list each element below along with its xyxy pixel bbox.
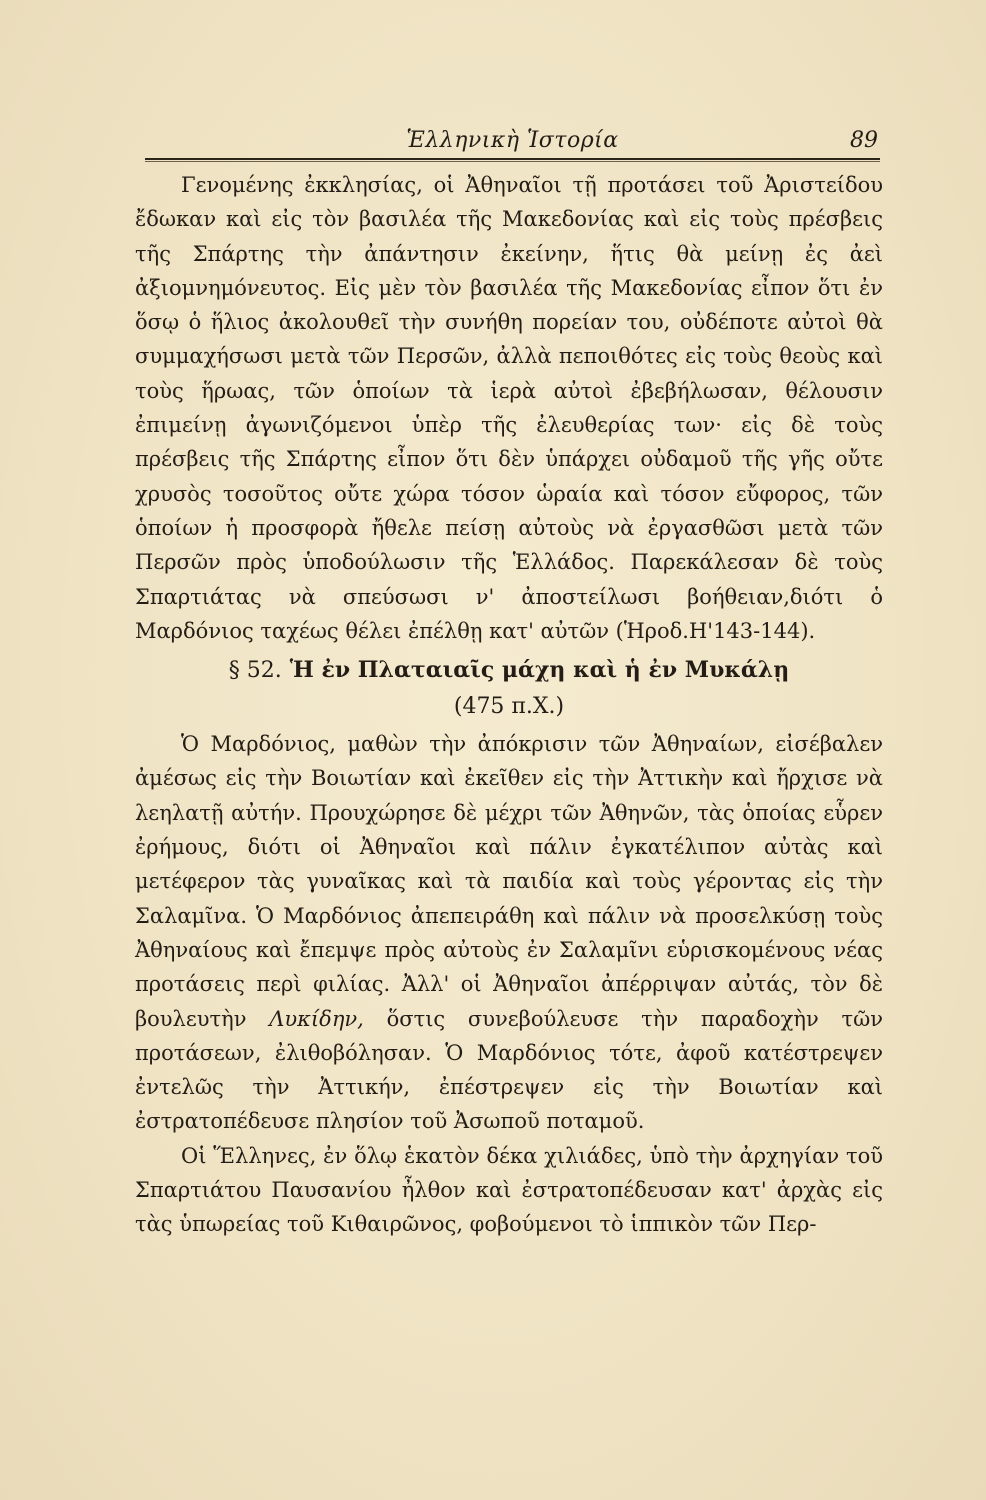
section-number: § 52. <box>228 658 282 684</box>
page-body <box>135 168 883 1242</box>
running-title: Ἑλληνικὴ Ἱστορία <box>406 128 619 153</box>
paragraph-2-part-b: ὅστις συνεβούλευσε τὴν παραδοχὴν τῶν προτάσεων, ἐλιθοβόλησαν. Ὁ Μαρδόνιος τότε, ἀφοῦ κατέστρεψεν ἐντελῶς τὴν Ἀττικήν, ἐπέστρεψεν εἰς τὴν Βοιωτίαν καὶ ἐστρατοπέδευσε πλησίον τοῦ Ἀσωποῦ ποταμοῦ. <box>135 1006 883 1134</box>
page-number: 89 <box>850 128 878 153</box>
paragraph-3: Οἱ Ἕλληνες, ἐν ὅλῳ ἑκατὸν δέκα χιλιάδες, ὑπὸ τὴν ἀρχηγίαν τοῦ Σπαρτιάτου Παυσανίου ἦλθον καὶ ἐστρατοπέδευσαν κατ' ἀρχὰς εἰς τὰς ὑπωρείας τοῦ Κιθαιρῶνος, φοβούμενοι τὸ ἱππικὸν τῶν Περ- <box>135 1143 883 1237</box>
paragraph-1: Γενομένης ἐκκλησίας, οἱ Ἀθηναῖοι τῇ προτάσει τοῦ Ἀριστείδου ἔδωκαν καὶ εἰς τὸν βασιλέα τῆς Μακεδονίας καὶ εἰς τοὺς πρέσβεις τῆς Σπάρτης τὴν ἀπάντησιν ἐκείνην, ἥτις θὰ μείνῃ ἐς ἀεὶ ἀξιομνημόνευτος. Εἰς μὲν τὸν βασιλέα τῆς Μακεδονίας εἶπον ὅτι ἐν ὅσῳ ὁ ἥλιος ἀκολουθεῖ τὴν συνήθη πορείαν του, οὐδέποτε αὐτοὶ θὰ συμμαχήσωσι μετὰ τῶν Περσῶν, ἀλλὰ πεποιθότες εἰς τοὺς θεοὺς καὶ τοὺς ἥρωας, τῶν ὁποίων τὰ ἱερὰ αὐτοὶ ἐβεβήλωσαν, θέλουσιν ἐπιμείνῃ ἀγωνιζόμενοι ὑπὲρ τῆς ἐλευθερίας των· εἰς δὲ τοὺς πρέσβεις τῆς Σπάρτης εἶπον ὅτι δὲν ὑπάρχει οὐδαμοῦ τῆς γῆς οὔτε χρυσὸς τοσοῦτος οὔτε χώρα τόσον ὡραία καὶ τόσον εὔφορος, τῶν ὁποίων ἡ προσφορὰ ἤθελε πείσῃ αὐτοὺς νὰ ἐργασθῶσι μετὰ τῶν Περσῶν πρὸς ὑποδούλωσιν τῆς Ἑλλάδος. Παρεκάλεσαν δὲ τοὺς Σπαρτιάτας νὰ σπεύσωσι ν' ἀποστείλωσι βοήθειαν,διότι ὁ Μαρδόνιος ταχέως θέλει ἐπέλθῃ κατ' αὐτῶν (Ἡροδ.Η'143-144). <box>135 173 883 643</box>
page-header <box>145 128 880 160</box>
paragraph-2-part-a: Ὁ Μαρδόνιος, μαθὼν τὴν ἀπόκρισιν τῶν Ἀθηναίων, εἰσέβαλεν ἀμέσως εἰς τὴν Βοιωτίαν καὶ ἐκεῖθεν εἰς τὴν Ἀττικὴν καὶ ἤρχισε νὰ λεηλατῇ αὐτήν. Προυχώρησε δὲ μέχρι τῶν Ἀθηνῶν, τὰς ὁποίας εὗρεν ἐρήμους, διότι οἱ Ἀθηναῖοι καὶ πάλιν ἐγκατέλιπον αὐτὰς καὶ μετέφερον τὰς γυναῖκας καὶ τὰ παιδία καὶ τοὺς γέροντας εἰς τὴν Σαλαμῖνα. Ὁ Μαρδόνιος ἀπεπειράθη καὶ πάλιν νὰ προσελκύσῃ τοὺς Ἀθηναίους καὶ ἔπεμψε πρὸς αὐτοὺς ἐν Σαλαμῖνι εὑρισκομένους νέας προτάσεις περὶ φιλίας. Ἀλλ' οἱ Ἀθηναῖοι ἀπέρριψαν αὐτάς, τὸν δὲ βουλευτὴν <box>135 732 883 1031</box>
header-rule <box>145 158 880 160</box>
section-title: Ἡ ἐν Πλαταιαῖς μάχη καὶ ἡ ἐν Μυκάλῃ <box>289 657 790 684</box>
emphasized-name: Λυκίδην, <box>269 1006 364 1031</box>
paragraph-2 <box>135 727 883 1139</box>
header-rule-thin <box>145 161 880 162</box>
section-heading <box>135 652 883 689</box>
section-date: (475 π.Χ.) <box>453 694 565 720</box>
